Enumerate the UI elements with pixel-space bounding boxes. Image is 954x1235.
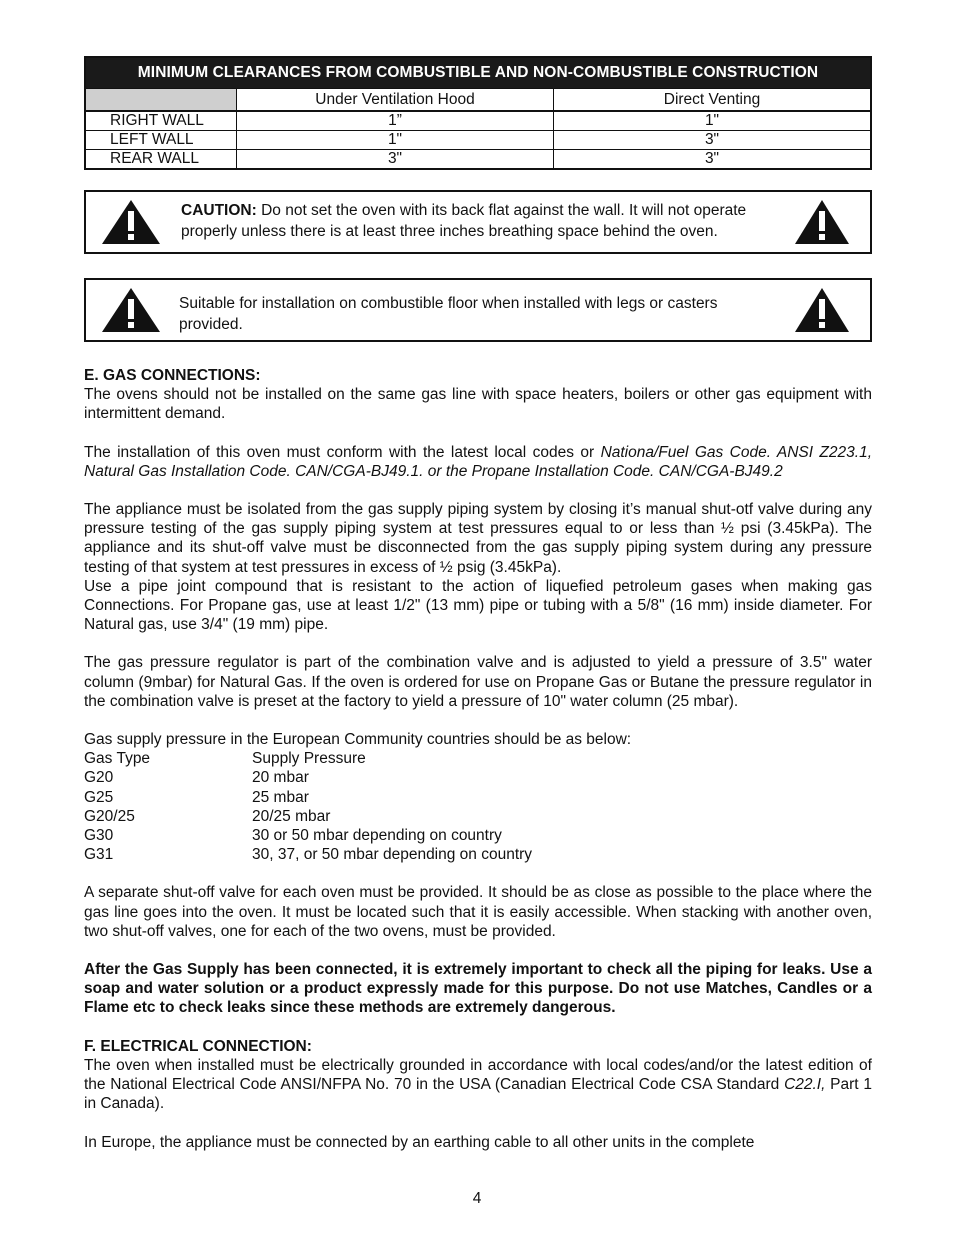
gas-paragraph: Gas supply pressure in the European Community countries should be as below: [84,731,632,749]
supply-pressure: 20 mbar [252,769,309,787]
header-under-hood: Under Ventilation Hood [237,89,554,112]
table-header-row [85,89,871,112]
electrical-text: The oven when installed must be electrically grounded in accordance with local codes/and/or the latest edition of the National Electrical Code ANSI/NFPA No. 70 in the USA (Canadian Electrical Code CSA Standard [84,1056,872,1094]
page-number: 4 [472,1190,482,1207]
electrical-heading: F. ELECTRICAL CONNECTION: [84,1037,312,1055]
gas-type: G20 [84,769,114,787]
caution-text: Do not set the oven with its back flat against the wall. It will not operate properly unless there is at least three inches breathing space behind the oven. [181,202,747,240]
row-direct-value: 3" [554,150,872,170]
supply-pressure: 30 or 50 mbar depending on country [252,827,502,845]
gas-code-paragraph [84,443,872,481]
electrical-tail: Part 1 in Canada). [84,1076,872,1113]
list-item [84,749,872,768]
floor-notice-box [84,278,872,342]
list-item [84,788,872,807]
list-item [84,845,872,864]
page-content [84,56,872,1152]
gas-type: G31 [84,846,114,864]
table-row [85,111,871,131]
gas-type-header: Gas Type [84,750,151,768]
gas-paragraph: The appliance must be isolated from the gas supply piping system by closing it’s manual shut-otf valve during any pressure testing of the gas supply piping system at test pressures equal to or less than ½ psi (3.45kPa). The appliance and its shut-off valve must be disconnected from the gas supply piping system during any pressure testing of that system at test pressures in excess of ½ psig (3.45kPa). [84,501,872,576]
floor-notice-text: Suitable for installation on combustible floor when installed with legs or casters provided. [179,295,718,333]
caution-box [84,190,872,254]
row-hood-value: 1” [237,111,554,131]
electrical-paragraph [84,1056,872,1114]
gas-code-italic: Nationa/Fuel Gas Code. ANSI Z223.1, Natural Gas Installation Code. CAN/CGA-BJ49.1. or the Propane Installation Code. CAN/CGA-BJ49.2 [84,443,872,480]
supply-pressure: 20/25 mbar [252,807,331,825]
table-caption: MINIMUM CLEARANCES FROM COMBUSTIBLE AND NON-COMBUSTIBLE CONSTRUCTION [85,57,871,89]
gas-type: G25 [84,788,114,806]
clearance-table [84,56,872,170]
electrical-italic: C22.I, [784,1076,826,1094]
header-direct-venting: Direct Venting [554,89,872,112]
warning-triangle-icon [101,199,161,245]
gas-heading: E. GAS CONNECTIONS: [84,367,261,384]
table-row [85,150,871,170]
row-label: REAR WALL [85,150,237,170]
header-blank-cell [85,89,237,112]
supply-pressure-list [84,749,872,864]
row-hood-value: 1" [237,131,554,150]
row-label: LEFT WALL [85,131,237,150]
supply-pressure: 30, 37, or 50 mbar depending on country [252,846,533,864]
row-label: RIGHT WALL [85,111,237,131]
gas-code-text: The installation of this oven must conform with the latest local codes or [84,443,601,461]
row-direct-value: 1" [554,111,872,131]
leak-warning: After the Gas Supply has been connected, it is extremely important to check all the piping for leaks. Use a soap and water solution or a product expressly made for this purpose. Do not use Matches, Candles or a Flame etc to check leaks since these methods are extremely dangerous. [84,961,872,1017]
supply-pressure-header: Supply Pressure [252,750,366,768]
caution-message [181,200,780,242]
electrical-paragraph: In Europe, the appliance must be connected by an earthing cable to all other units in the complete [84,1133,755,1151]
gas-paragraph: A separate shut-off valve for each oven must be provided. It should be as close as possible to the place where the gas line goes into the oven. It must be located such that it is easily accessible. When stacking with another oven, two shut-off valves, one for each of the two ovens, must be provided. [84,884,872,940]
supply-pressure: 25 mbar [252,788,309,806]
gas-paragraph: The ovens should not be installed on the same gas line with space heaters, boilers or other gas equipment with intermittent demand. [84,386,872,423]
table-row [85,131,871,150]
gas-type: G30 [84,827,114,845]
gas-paragraph: The gas pressure regulator is part of the combination valve and is adjusted to yield a pressure of 3.5" water column (9mbar) for Natural Gas. If the oven is ordered for use on Propane Gas or Butane the pressure regulator in the combination valve is preset at the factory to yield a pressure of 10" water column (25 mbar). [84,654,872,710]
list-item [84,768,872,787]
row-direct-value: 3" [554,131,872,150]
gas-paragraph: Use a pipe joint compound that is resistant to the action of liquefied petroleum gases when making gas Connections. For Propane gas, use at least 1/2" (13 mm) pipe or tubing with a 5/8" (16 mm) inside diameter. For Natural gas, use 3/4" (19 mm) pipe. [84,577,872,634]
warning-triangle-icon [101,287,161,333]
list-item [84,826,872,845]
warning-triangle-icon [794,199,850,245]
list-item [84,807,872,826]
gas-type: G20/25 [84,807,135,825]
row-hood-value: 3" [237,150,554,170]
caution-label: CAUTION: [181,202,257,219]
warning-triangle-icon [794,287,850,333]
